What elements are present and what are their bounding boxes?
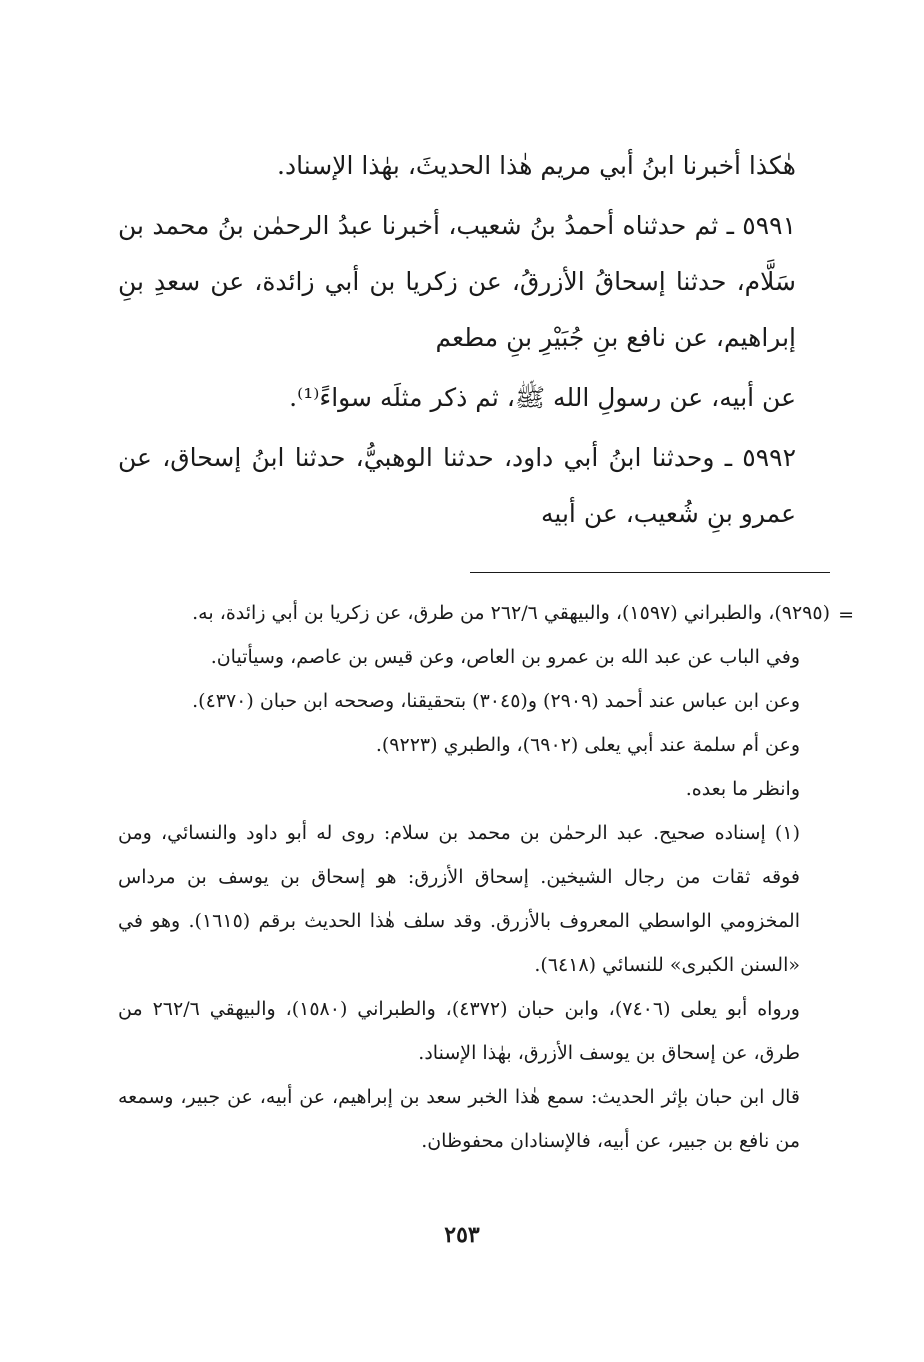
footnote-continuation: (٩٢٩٥)، والطبراني (١٥٩٧)، والبيهقي ٢٦٢/٦ من طرق، عن زكريا بن أبي زائدة، به.: [192, 602, 830, 624]
page-number: ٢٥٣: [444, 1222, 480, 1248]
footnote-ibn-hibban: قال ابن حبان بإثر الحديث: سمع هٰذا الخبر سعد بن إبراهيم، عن أبيه، عن جبير، وسمعه من نافع بن جبير، عن أبيه، فالإسنادان محفوظان.: [118, 1086, 800, 1152]
hadith-5992: ٥٩٩٢ ـ وحدثنا ابنُ أبي داود، حدثنا الوهبيُّ، حدثنا ابنُ إسحاق، عن عمرو بنِ شُعيب، عن أبيه: [118, 443, 796, 528]
main-text: [118, 138, 830, 542]
footnotes: [118, 591, 854, 1163]
footnote-separator: [470, 572, 830, 573]
footnote-see-next: وانظر ما بعده.: [685, 778, 800, 800]
footnote-umm-salama: وعن أم سلمة عند أبي يعلى (٦٩٠٢)، والطبري (٩٢٢٣).: [375, 734, 800, 756]
hadith-5991-continuation: عن أبيه، عن رسولِ الله ﷺ، ثم ذكر مثلَه سواءً⁽¹⁾.: [289, 383, 796, 412]
footnote-riwaya: ورواه أبو يعلى (٧٤٠٦)، وابن حبان (٤٣٧٢)، والطبراني (١٥٨٠)، والبيهقي ٢٦٢/٦ من طرق، عن إسحاق بن يوسف الأزرق، بهٰذا الإسناد.: [118, 998, 800, 1064]
footnote-ibn-abbas: وعن ابن عباس عند أحمد (٢٩٠٩) و(٣٠٤٥) بتحقيقنا، وصححه ابن حبان (٤٣٧٠).: [192, 690, 800, 712]
page-content: [118, 138, 854, 1163]
intro-line: هٰكذا أخبرنا ابنُ أبي مريم هٰذا الحديثَ، بهٰذا الإسناد.: [277, 151, 796, 180]
footnote-bab: وفي الباب عن عبد الله بن عمرو بن العاص، وعن قيس بن عاصم، وسيأتيان.: [210, 646, 800, 668]
continuation-mark: =: [838, 604, 854, 626]
hadith-5991: ٥٩٩١ ـ ثم حدثناه أحمدُ بنُ شعيب، أخبرنا عبدُ الرحمٰن بنُ محمد بن سَلَّام، حدثنا إسحاقُ الأزرقُ، عن زكريا بن أبي زائدة، عن سعدِ بنِ إبراهيم، عن نافع بنِ جُبَيْرِ بنِ مطعم: [118, 211, 796, 352]
footnote-1: (١) إسناده صحيح. عبد الرحمٰن بن محمد بن سلام: روى له أبو داود والنسائي، ومن فوقه ثقات من رجال الشيخين. إسحاق الأزرق: هو إسحاق بن يوسف بن مرداس المخزومي الواسطي المعروف بالأزرق. وقد سلف هٰذا الحديث برقم (١٦١٥). وهو في «السنن الكبرى» للنسائي (٦٤١٨).: [118, 822, 800, 976]
